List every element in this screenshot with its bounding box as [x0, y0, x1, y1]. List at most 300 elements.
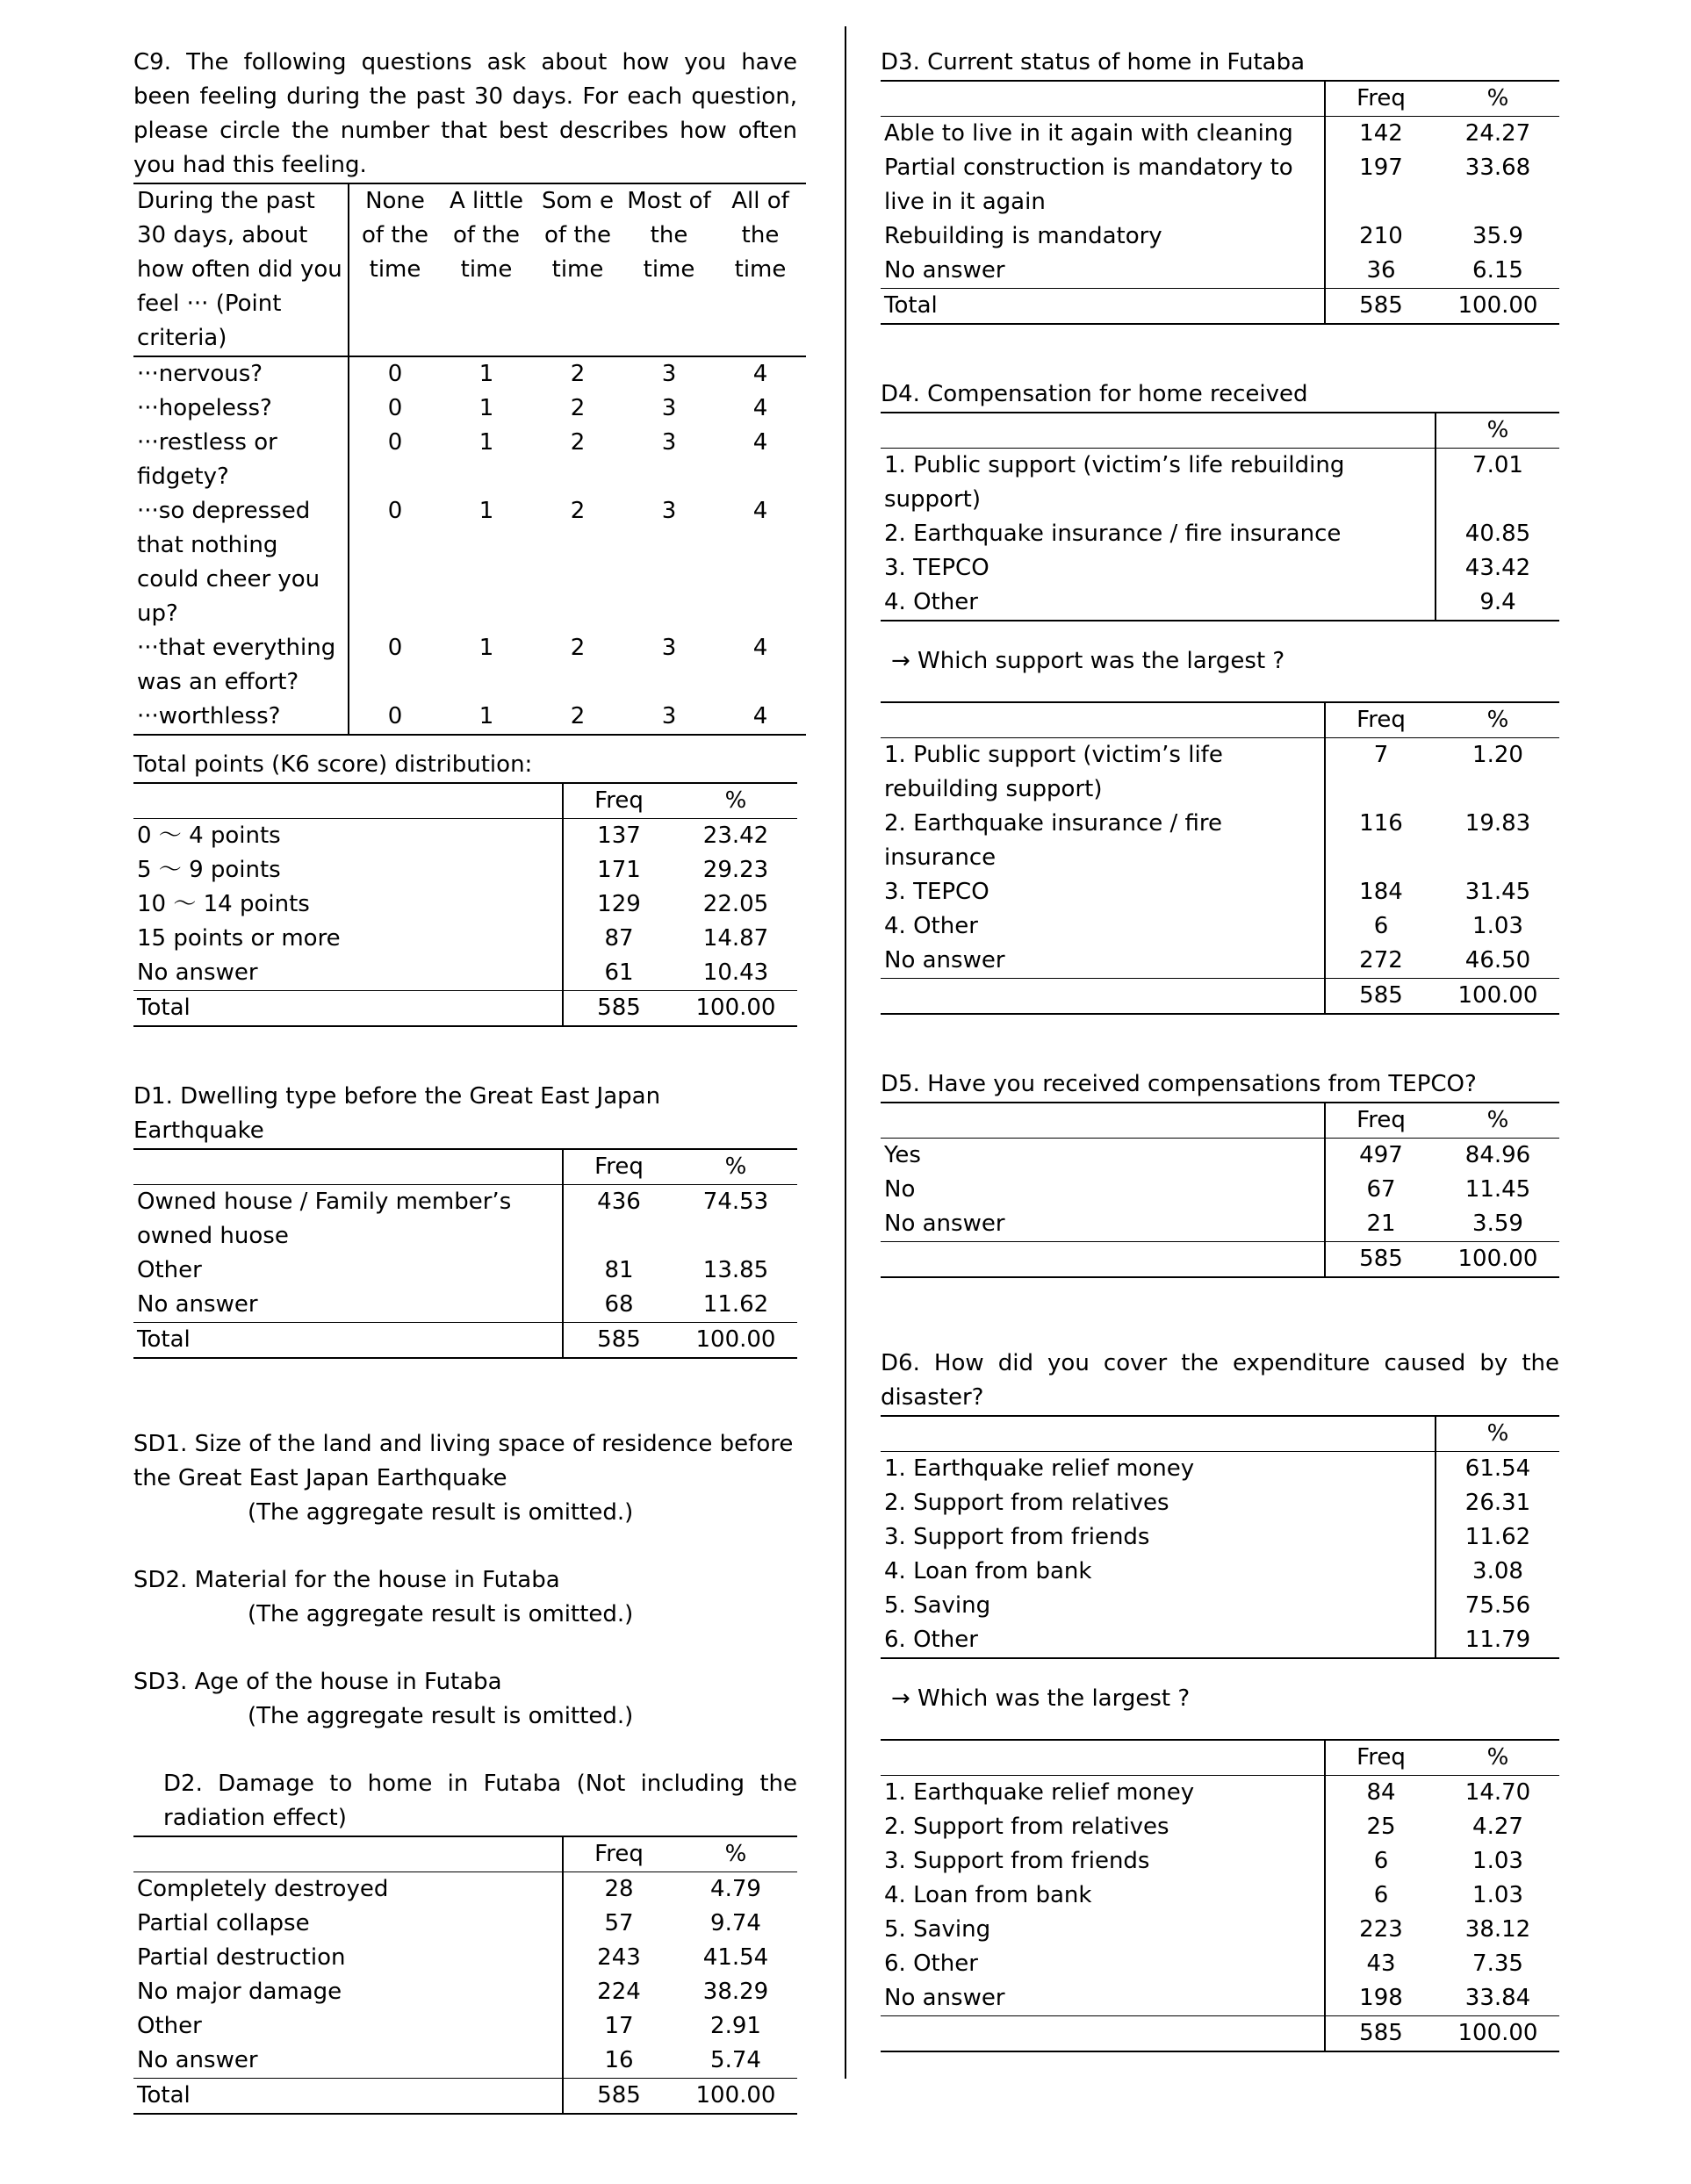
table-row: [881, 875, 1559, 909]
d4-row-label: 4. Other: [881, 586, 1436, 621]
k6-row-freq: 87: [563, 922, 674, 956]
k6-stub-header: [133, 783, 563, 819]
d6-followup-header-pct: %: [1436, 1740, 1559, 1776]
d5-total-label: [881, 1242, 1325, 1278]
d2-row-pct: 38.29: [702, 1979, 769, 2005]
d1-row-label: Other: [137, 1257, 202, 1283]
table-row: [133, 356, 806, 392]
d1-total-row: [133, 1323, 797, 1359]
table-row: [881, 1589, 1559, 1623]
c9-col-header-a-little: A little of the time: [441, 183, 532, 356]
sd3-title: SD3. Age of the house in Futaba: [133, 1669, 502, 1695]
d6-followup-row-label: 6. Other: [884, 1951, 978, 1977]
sd2-note: (The aggregate result is omitted.): [248, 1601, 634, 1627]
d1-row-freq: 436: [563, 1185, 674, 1254]
table-row: [881, 449, 1559, 518]
k6-total-label: Total: [133, 991, 563, 1027]
d6-row-label: 3. Support from friends: [884, 1524, 1150, 1550]
d2-title: D2. Damage to home in Futaba (Not including the radiation effect): [163, 1771, 797, 1831]
d1-header-freq: Freq: [563, 1149, 674, 1185]
table-row: [881, 944, 1559, 979]
d1-row-label: No answer: [133, 1288, 563, 1323]
d4-followup-row-pct: 1.03: [1472, 913, 1523, 939]
d2-row-freq: 224: [563, 1975, 674, 2009]
d3-stub-header: [881, 81, 1325, 117]
d3-row-pct: 24.27: [1464, 120, 1531, 147]
table-row: [133, 819, 797, 854]
c9-cell: 0: [349, 631, 441, 700]
table-row: [133, 922, 797, 956]
d4-followup-total-freq: 585: [1325, 979, 1436, 1015]
d1-row-label: Owned house / Family member’s owned huose: [137, 1189, 512, 1249]
d4-followup-row-label: 2. Earthquake insurance / fire insurance: [884, 810, 1222, 871]
c9-col-header-all: All of the time: [715, 183, 806, 356]
d2-total-freq: 585: [563, 2079, 674, 2115]
d6-followup-row-freq: 6: [1325, 1844, 1436, 1879]
table-row: [133, 1254, 797, 1288]
d6-row-pct: 61.54: [1436, 1452, 1559, 1487]
d4-followup-row-freq: 116: [1325, 807, 1436, 875]
d4-followup-header-pct: %: [1436, 702, 1559, 738]
d2-row-pct: 9.74: [710, 1910, 761, 1936]
c9-cell: 2: [570, 361, 586, 387]
c9-table: [133, 183, 806, 736]
c9-cell: 4: [715, 700, 806, 735]
c9-cell: 4: [752, 395, 768, 421]
c9-row-label: ···hopeless?: [137, 395, 272, 421]
table-row: [881, 1486, 1559, 1520]
d2-total-label: Total: [133, 2079, 563, 2115]
table-row: [881, 1555, 1559, 1589]
d5-total-freq: 585: [1325, 1242, 1436, 1278]
d4-followup-question: → Which support was the largest ?: [891, 648, 1285, 674]
d5-row-freq: 67: [1325, 1173, 1436, 1207]
d3-total-row: [881, 289, 1559, 325]
d2-row-pct: 4.79: [710, 1876, 761, 1902]
c9-cell: 3: [661, 361, 677, 387]
d2-row-freq: 57: [563, 1907, 674, 1941]
d6-followup-total-row: [881, 2016, 1559, 2052]
table-row: [881, 586, 1559, 621]
d3-row-freq: 142: [1325, 117, 1436, 152]
c9-cell: 0: [349, 700, 441, 735]
d6-followup-row-pct: 38.12: [1464, 1916, 1531, 1943]
d4-row-label: 2. Earthquake insurance / fire insurance: [884, 521, 1342, 547]
c9-cell: 1: [479, 429, 494, 456]
table-row: [133, 2044, 797, 2079]
table-row: [881, 1913, 1559, 1947]
d6-followup-row-pct: 4.27: [1472, 1814, 1523, 1840]
d6-followup-total-label: [881, 2016, 1325, 2052]
d6-followup-header-freq: Freq: [1325, 1740, 1436, 1776]
d1-stub-header: [133, 1149, 563, 1185]
d2-row-pct: 5.74: [674, 2044, 797, 2079]
d2-row-freq: 28: [563, 1872, 674, 1907]
c9-cell: 2: [570, 395, 586, 421]
table-row: [881, 219, 1559, 254]
d6-followup-row-freq: 198: [1325, 1981, 1436, 2016]
d6-followup-total-freq: 585: [1325, 2016, 1436, 2052]
d4-followup-row-pct: 31.45: [1464, 879, 1531, 905]
d6-followup-row-freq: 6: [1325, 1879, 1436, 1913]
d5-row-label: Yes: [884, 1142, 921, 1168]
d3-header-pct: %: [1436, 81, 1559, 117]
d6-row-label: 5. Saving: [884, 1592, 991, 1619]
d6-followup-row-label: 3. Support from friends: [884, 1848, 1150, 1874]
c9-cell: 4: [752, 498, 768, 524]
d5-header-pct: %: [1436, 1103, 1559, 1139]
table-row: [881, 1810, 1559, 1844]
c9-cell: 0: [349, 356, 441, 392]
d5-row-label: No answer: [881, 1207, 1325, 1242]
table-row: [881, 738, 1559, 808]
d2-row-freq: 243: [563, 1941, 674, 1975]
d5-row-freq: 21: [1325, 1207, 1436, 1242]
table-row: [133, 631, 806, 700]
table-row: [881, 1520, 1559, 1555]
table-row: [881, 1844, 1559, 1879]
d2-row-label: No answer: [133, 2044, 563, 2079]
c9-cell: 3: [661, 498, 677, 524]
d2-row-label: Completely destroyed: [137, 1876, 389, 1902]
d6-header-row: [881, 1416, 1559, 1452]
d4-followup-table: [881, 701, 1559, 1015]
d1-row-pct: 13.85: [702, 1257, 769, 1283]
c9-row-label: ···that everything was an effort?: [137, 635, 336, 695]
d3-header-row: [881, 81, 1559, 117]
d5-row-freq: 497: [1325, 1139, 1436, 1174]
c9-cell: 3: [661, 395, 677, 421]
d4-followup-row-freq: 272: [1325, 944, 1436, 979]
d1-header-pct: %: [674, 1149, 797, 1185]
table-row: [881, 1139, 1559, 1174]
d1-row-pct: 74.53: [702, 1189, 769, 1215]
d4-followup-row-freq: 184: [1325, 875, 1436, 909]
d4-table: [881, 412, 1559, 621]
d4-header-pct: %: [1436, 413, 1559, 449]
k6-row-pct: 29.23: [702, 857, 769, 883]
d1-row-freq: 81: [563, 1254, 674, 1288]
c9-col-header-none: None of the time: [349, 183, 441, 356]
d6-followup-question: → Which was the largest ?: [891, 1685, 1191, 1712]
d4-followup-row-label: 3. TEPCO: [884, 879, 989, 905]
k6-row-pct: 22.05: [702, 891, 769, 917]
d4-followup-row-pct: 19.83: [1464, 810, 1531, 837]
d6-followup-row-label: 1. Earthquake relief money: [884, 1779, 1195, 1806]
d4-followup-row-freq: 6: [1325, 909, 1436, 944]
d2-row-label: Partial destruction: [137, 1944, 346, 1971]
k6-row-freq: 61: [563, 956, 674, 991]
k6-total-pct: 100.00: [674, 991, 797, 1027]
d3-row-pct: 35.9: [1472, 223, 1523, 249]
table-row: [133, 426, 806, 494]
d5-row-pct: 3.59: [1436, 1207, 1559, 1242]
d4-followup-row-label: 1. Public support (victim’s life rebuilding support): [884, 742, 1223, 802]
d3-row-label: No answer: [881, 254, 1325, 289]
sd1-title: SD1. Size of the land and living space of residence before the Great East Japan Earthquake: [133, 1431, 794, 1491]
d4-followup-row-label: No answer: [881, 944, 1325, 979]
k6-row-freq: 137: [563, 819, 674, 854]
d4-row-label: 3. TEPCO: [884, 555, 989, 581]
d1-title: D1. Dwelling type before the Great East Japan Earthquake: [133, 1083, 661, 1144]
table-row: [133, 1907, 797, 1941]
table-row: [881, 254, 1559, 289]
c9-stub-header: During the past 30 days, about how often did you feel ··· (Point criteria): [133, 183, 349, 356]
d1-header-row: [133, 1149, 797, 1185]
table-row: [133, 1185, 797, 1254]
d5-title: D5. Have you received compensations from TEPCO?: [881, 1071, 1477, 1097]
c9-cell: 2: [570, 635, 586, 661]
k6-row-pct: 14.87: [702, 925, 769, 952]
sd1-note: (The aggregate result is omitted.): [248, 1499, 634, 1526]
d2-total-row: [133, 2079, 797, 2115]
d2-header-pct: %: [674, 1836, 797, 1872]
d2-row-freq: 16: [563, 2044, 674, 2079]
d6-followup-row-pct: 1.03: [1472, 1848, 1523, 1874]
d4-followup-total-row: [881, 979, 1559, 1015]
d2-row-label: Partial collapse: [137, 1910, 310, 1936]
d3-title: D3. Current status of home in Futaba: [881, 49, 1306, 75]
d1-table: [133, 1148, 797, 1359]
d6-followup-header-row: [881, 1740, 1559, 1776]
d1-total-pct: 100.00: [674, 1323, 797, 1359]
table-row: [881, 117, 1559, 152]
table-row: [881, 807, 1559, 875]
d2-stub-header: [133, 1836, 563, 1872]
table-row: [881, 517, 1559, 551]
c9-cell: 4: [752, 361, 768, 387]
d4-followup-row-freq: 7: [1325, 738, 1436, 808]
c9-row-label: ···so depressed that nothing could cheer you up?: [137, 498, 320, 627]
d3-row-pct: 6.15: [1436, 254, 1559, 289]
d4-row-pct: 7.01: [1436, 449, 1559, 518]
k6-total-freq: 585: [563, 991, 674, 1027]
d6-row-label: 6. Other: [881, 1623, 1436, 1658]
c9-cell: 2: [570, 498, 586, 524]
c9-cell: 1: [479, 635, 494, 661]
table-row: [881, 1173, 1559, 1207]
d4-followup-row-pct: 1.20: [1472, 742, 1523, 768]
d2-row-label: No major damage: [137, 1979, 342, 2005]
d6-row-pct: 11.79: [1436, 1623, 1559, 1658]
d4-row-label: 1. Public support (victim’s life rebuilding support): [884, 452, 1345, 513]
d6-followup-row-freq: 43: [1325, 1947, 1436, 1981]
d4-header-row: [881, 413, 1559, 449]
d5-total-row: [881, 1242, 1559, 1278]
table-row: [133, 1872, 797, 1907]
k6-row-label: No answer: [133, 956, 563, 991]
c9-header-row: [133, 183, 806, 356]
d6-followup-row-freq: 223: [1325, 1913, 1436, 1947]
d2-row-pct: 2.91: [710, 2013, 761, 2039]
k6-distribution-table: [133, 782, 797, 1027]
d4-followup-row-pct: 46.50: [1436, 944, 1559, 979]
d3-row-label: Partial construction is mandatory to live in it again: [884, 154, 1293, 215]
d3-header-freq: Freq: [1325, 81, 1436, 117]
d2-table: [133, 1836, 797, 2115]
table-row: [881, 1981, 1559, 2016]
c9-cell: 2: [532, 700, 623, 735]
d3-row-pct: 33.68: [1464, 154, 1531, 181]
d4-followup-total-label: [881, 979, 1325, 1015]
c9-row-label: ···nervous?: [137, 361, 263, 387]
k6-header-freq: Freq: [563, 783, 674, 819]
table-row: [133, 853, 797, 887]
d2-header-row: [133, 1836, 797, 1872]
d1-row-freq: 68: [563, 1288, 674, 1323]
d4-stub-header: [881, 413, 1436, 449]
d6-followup-stub-header: [881, 1740, 1325, 1776]
d3-total-freq: 585: [1325, 289, 1436, 325]
k6-row-label: 5 ～ 9 points: [137, 857, 281, 883]
d3-row-freq: 197: [1325, 151, 1436, 219]
k6-row-label: 0 ～ 4 points: [137, 823, 281, 849]
d3-total-label: Total: [881, 289, 1325, 325]
table-row: [133, 2009, 797, 2044]
c9-cell: 4: [752, 429, 768, 456]
d3-table: [881, 80, 1559, 325]
d1-total-freq: 585: [563, 1323, 674, 1359]
d4-followup-header-freq: Freq: [1325, 702, 1436, 738]
k6-header-row: [133, 783, 797, 819]
d6-row-label: 1. Earthquake relief money: [884, 1455, 1195, 1482]
d6-followup-row-pct: 1.03: [1472, 1882, 1523, 1908]
table-row: [133, 1288, 797, 1323]
d5-row-pct: 84.96: [1464, 1142, 1531, 1168]
table-row: [133, 494, 806, 631]
k6-row-pct: 23.42: [702, 823, 769, 849]
d2-row-freq: 17: [563, 2009, 674, 2044]
k6-row-pct: 10.43: [674, 956, 797, 991]
d6-row-pct: 26.31: [1436, 1486, 1559, 1520]
table-row: [133, 887, 797, 922]
table-row: [881, 1947, 1559, 1981]
d5-stub-header: [881, 1103, 1325, 1139]
d3-row-freq: 36: [1325, 254, 1436, 289]
d4-title: D4. Compensation for home received: [881, 381, 1308, 407]
d6-row-pct: 11.62: [1436, 1520, 1559, 1555]
c9-col-header-some: Som e of the time: [532, 183, 623, 356]
table-row: [881, 1207, 1559, 1242]
d2-row-pct: 41.54: [702, 1944, 769, 1971]
d6-followup-row-label: 5. Saving: [884, 1916, 991, 1943]
c9-intro-text: C9. The following questions ask about how you have been feeling during the past 30 days. For each question, please circle the number that best describes how often you had this feeling.: [133, 49, 797, 178]
table-row: [881, 151, 1559, 219]
d6-followup-row-freq: 84: [1325, 1776, 1436, 1811]
d3-total-pct: 100.00: [1436, 289, 1559, 325]
d6-title: D6. How did you cover the expenditure caused by the disaster?: [881, 1350, 1559, 1411]
table-row: [881, 1623, 1559, 1658]
k6-total-row: [133, 991, 797, 1027]
d6-table: [881, 1415, 1559, 1659]
c9-cell: 0: [349, 426, 441, 494]
table-row: [881, 1879, 1559, 1913]
c9-cell: 1: [479, 361, 494, 387]
k6-row-label: 10 ～ 14 points: [137, 891, 310, 917]
d6-row-label: 4. Loan from bank: [884, 1558, 1092, 1584]
sd2-title: SD2. Material for the house in Futaba: [133, 1567, 560, 1593]
k6-row-freq: 171: [563, 853, 674, 887]
d6-stub-header: [881, 1416, 1436, 1452]
c9-cell: 3: [623, 700, 715, 735]
c9-cell: 0: [349, 494, 441, 631]
k6-header-pct: %: [674, 783, 797, 819]
d5-row-pct: 11.45: [1464, 1176, 1531, 1203]
d2-total-pct: 100.00: [674, 2079, 797, 2115]
d6-followup-row-label: 2. Support from relatives: [884, 1814, 1169, 1840]
d1-total-label: Total: [133, 1323, 563, 1359]
c9-cell: 1: [479, 498, 494, 524]
table-row: [133, 956, 797, 991]
d6-header-pct: %: [1436, 1416, 1559, 1452]
c9-cell: 2: [570, 429, 586, 456]
d5-total-pct: 100.00: [1436, 1242, 1559, 1278]
d6-followup-row-pct: 7.35: [1472, 1951, 1523, 1977]
d5-header-freq: Freq: [1325, 1103, 1436, 1139]
c9-cell: 1: [441, 700, 532, 735]
d3-row-label: Able to live in it again with cleaning: [884, 120, 1293, 147]
d4-followup-stub-header: [881, 702, 1325, 738]
c9-cell: 1: [479, 395, 494, 421]
d4-row-pct: 9.4: [1436, 586, 1559, 621]
c9-cell: 0: [349, 392, 441, 426]
table-row: [133, 1941, 797, 1975]
d5-header-row: [881, 1103, 1559, 1139]
d4-row-pct: 40.85: [1436, 517, 1559, 551]
k6-row-freq: 129: [563, 887, 674, 922]
sd3-note: (The aggregate result is omitted.): [248, 1703, 634, 1729]
d6-followup-row-label: No answer: [881, 1981, 1325, 2016]
d6-followup-total-pct: 100.00: [1436, 2016, 1559, 2052]
d5-row-label: No: [884, 1176, 916, 1203]
right-column: [846, 0, 1691, 2184]
d6-row-pct: 75.56: [1436, 1589, 1559, 1623]
d6-followup-row-freq: 25: [1325, 1810, 1436, 1844]
c9-row-label: ···restless or fidgety?: [137, 429, 277, 490]
table-row: [881, 1776, 1559, 1811]
c9-cell: 3: [661, 429, 677, 456]
k6-distribution-title: Total points (K6 score) distribution:: [133, 751, 533, 778]
c9-cell: 4: [752, 635, 768, 661]
d4-row-pct: 43.42: [1436, 551, 1559, 586]
d6-followup-row-pct: 14.70: [1464, 1779, 1531, 1806]
table-row: [133, 392, 806, 426]
d5-table: [881, 1102, 1559, 1278]
c9-row-label: ···worthless?: [133, 700, 349, 735]
d4-followup-row-label: 4. Other: [884, 913, 978, 939]
table-row: [881, 551, 1559, 586]
c9-col-header-most: Most of the time: [623, 183, 715, 356]
k6-row-label: 15 points or more: [137, 925, 341, 952]
table-row: [133, 1975, 797, 2009]
c9-cell: 3: [661, 635, 677, 661]
d2-header-freq: Freq: [563, 1836, 674, 1872]
d1-row-pct: 11.62: [674, 1288, 797, 1323]
table-row: [881, 1452, 1559, 1487]
d3-row-freq: 210: [1325, 219, 1436, 254]
d6-row-label: 2. Support from relatives: [884, 1490, 1169, 1516]
d4-followup-header-row: [881, 702, 1559, 738]
table-row: [133, 700, 806, 735]
d3-row-label: Rebuilding is mandatory: [884, 223, 1162, 249]
d6-row-pct: 3.08: [1436, 1555, 1559, 1589]
d2-row-label: Other: [137, 2013, 202, 2039]
d6-followup-row-pct: 33.84: [1436, 1981, 1559, 2016]
d4-followup-total-pct: 100.00: [1436, 979, 1559, 1015]
table-row: [881, 909, 1559, 944]
d6-followup-table: [881, 1739, 1559, 2052]
d6-followup-row-label: 4. Loan from bank: [884, 1882, 1092, 1908]
